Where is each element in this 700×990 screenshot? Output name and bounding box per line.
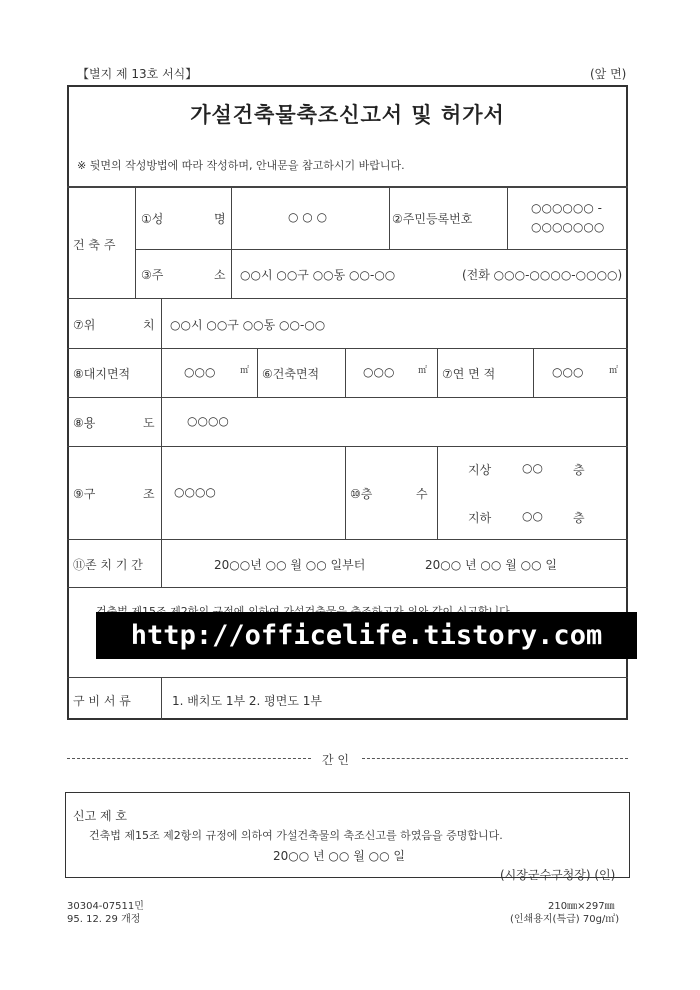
period-from: 20○○년 ○○ 월 ○○ 일부터 (214, 558, 366, 572)
col-divider (161, 298, 162, 587)
use-label-suffix: 도 (143, 416, 155, 430)
certificate-date: 20○○ 년 ○○ 월 ○○ 일 (273, 849, 405, 863)
col-divider (161, 677, 162, 720)
form-number: 【별지 제 13호 서식】 (77, 67, 198, 81)
above-ground-unit: 층 (573, 463, 585, 477)
col-divider (437, 446, 438, 539)
above-ground-label: 지상 (468, 463, 492, 477)
documents-value: 1. 배치도 1부 2. 평면도 1부 (172, 694, 322, 708)
col-divider (257, 348, 258, 397)
cut-label: 간 인 (322, 753, 349, 767)
paper-size: 210㎜×297㎜ (548, 901, 615, 912)
use-value: ○○○○ (187, 414, 229, 428)
id-number-value-back: ○○○○○○○ (531, 220, 605, 234)
structure-label-suffix: 조 (143, 487, 155, 501)
col-divider (507, 186, 508, 249)
col-divider (437, 348, 438, 397)
col-divider (533, 348, 534, 397)
below-ground-unit: 층 (573, 511, 585, 525)
certificate-text: 건축법 제15조 제2항의 규정에 의하여 가설건축물의 축조신고를 하였음을 증명합니다. (89, 829, 503, 842)
name-value: ○ ○ ○ (288, 210, 328, 224)
site-area-value: ○○○ (184, 365, 216, 379)
building-area-label: ⑥건축면적 (262, 367, 320, 381)
watermark-banner: http://officelife.tistory.com (96, 612, 637, 659)
below-ground-label: 지하 (468, 511, 492, 525)
building-area-unit: ㎡ (418, 366, 428, 376)
address-value: ○○시 ○○구 ○○동 ○○-○○ (240, 268, 396, 282)
floor-area-label: ⑦연 면 적 (442, 367, 496, 381)
floors-label-suffix: 수 (416, 487, 428, 501)
floors-label: ⑩층 (350, 487, 373, 501)
id-number-value-front: ○○○○○○ - (531, 201, 602, 215)
builder-label: 건 축 주 (73, 238, 116, 252)
location-value: ○○시 ○○구 ○○동 ○○-○○ (170, 318, 326, 332)
floor-area-unit: ㎡ (609, 366, 619, 376)
form-code: 30304-07511민 (67, 901, 144, 912)
row-divider (67, 446, 628, 447)
row-divider (67, 186, 628, 188)
certificate-number: 신고 제 호 (73, 809, 127, 823)
row-divider (67, 587, 628, 588)
period-to: 20○○ 년 ○○ 월 ○○ 일 (425, 558, 557, 572)
documents-label: 구 비 서 류 (73, 694, 131, 708)
location-label: ⑦위 (73, 318, 96, 332)
id-number-label: ②주민등록번호 (392, 212, 473, 226)
floor-area-value: ○○○ (552, 365, 584, 379)
page-side: (앞 면) (590, 67, 627, 81)
row-divider (67, 348, 628, 349)
phone-value: (전화 ○○○-○○○○-○○○○) (462, 268, 623, 282)
row-divider (135, 249, 628, 250)
name-label-suffix: 명 (214, 212, 226, 226)
building-area-value: ○○○ (363, 365, 395, 379)
col-divider (345, 348, 346, 397)
location-label-suffix: 치 (143, 318, 155, 332)
period-label: ⑪존 치 기 간 (73, 558, 143, 572)
row-divider (67, 397, 628, 398)
below-ground-value: ○○ (522, 509, 543, 523)
row-divider (67, 298, 628, 299)
use-label: ⑧용 (73, 416, 96, 430)
instruction-note: ※ 뒷면의 작성방법에 따라 작성하며, 안내문을 참고하시기 바랍니다. (77, 159, 405, 172)
above-ground-value: ○○ (522, 461, 543, 475)
form-title: 가설건축물축조신고서 및 허가서 (190, 103, 505, 127)
col-divider (345, 446, 346, 539)
row-divider (67, 539, 628, 540)
revision-date: 95. 12. 29 개정 (67, 914, 141, 925)
col-divider (231, 186, 232, 298)
address-label-suffix: 소 (214, 268, 226, 282)
col-divider (135, 186, 136, 298)
certificate-issuer: (시장군수구청장) (인) (500, 868, 616, 882)
cut-line-right (362, 758, 628, 759)
name-label: ①성 (141, 212, 164, 226)
address-label: ③주 (141, 268, 164, 282)
site-area-unit: ㎡ (240, 366, 250, 376)
site-area-label: ⑧대지면적 (73, 367, 131, 381)
structure-label: ⑨구 (73, 487, 96, 501)
paper-spec: (인쇄용지(특급) 70g/㎡) (510, 914, 620, 925)
row-divider (67, 677, 628, 678)
col-divider (389, 186, 390, 249)
structure-value: ○○○○ (174, 485, 216, 499)
cut-line-left (67, 758, 311, 759)
